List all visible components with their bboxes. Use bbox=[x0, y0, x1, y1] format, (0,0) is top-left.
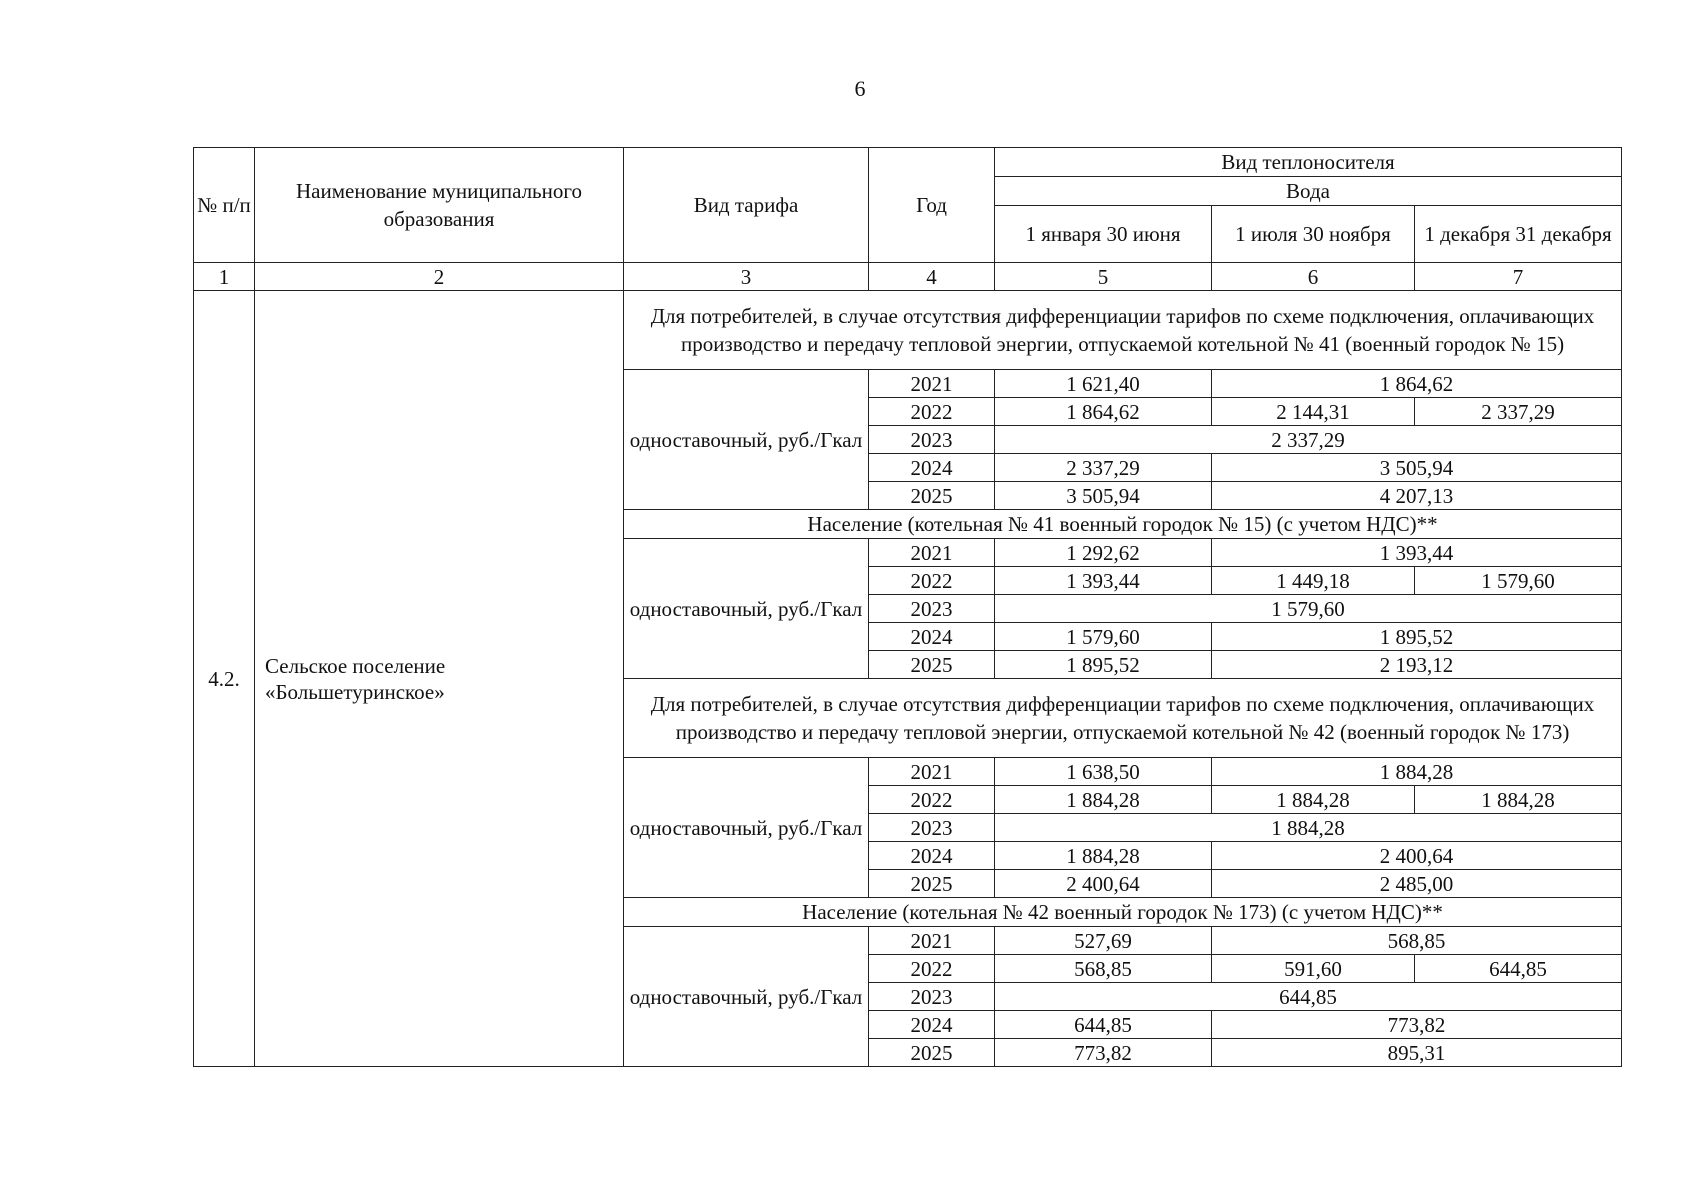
section-title: Население (котельная № 42 военный городок № 173) (с учетом НДС)** bbox=[624, 898, 1622, 927]
year-cell: 2023 bbox=[869, 595, 995, 623]
value-period-2-3: 4 207,13 bbox=[1212, 482, 1622, 510]
value-period-3: 1 884,28 bbox=[1415, 786, 1622, 814]
year-cell: 2024 bbox=[869, 623, 995, 651]
header-municipality: Наименование муниципального образования bbox=[255, 148, 624, 263]
column-number: 6 bbox=[1212, 263, 1415, 291]
municipality-name: Сельское поселение «Большетуринское» bbox=[255, 291, 624, 1067]
value-period-2: 1 449,18 bbox=[1212, 567, 1415, 595]
year-cell: 2025 bbox=[869, 482, 995, 510]
value-period-1: 2 337,29 bbox=[995, 454, 1212, 482]
value-period-3: 644,85 bbox=[1415, 955, 1622, 983]
section-title: Для потребителей, в случае отсутствия дифференциации тарифов по схеме подключения, оплачивающих производство и передачу тепловой энергии, отпускаемой котельной № 41 (военный городок № 15) bbox=[624, 291, 1622, 370]
year-cell: 2021 bbox=[869, 370, 995, 398]
value-period-1: 644,85 bbox=[995, 1011, 1212, 1039]
tariff-type: одноставочный, руб./Гкал bbox=[624, 539, 869, 679]
value-period-1: 1 864,62 bbox=[995, 398, 1212, 426]
year-cell: 2023 bbox=[869, 814, 995, 842]
value-period-3: 1 579,60 bbox=[1415, 567, 1622, 595]
header-tariff-type: Вид тарифа bbox=[624, 148, 869, 263]
year-cell: 2025 bbox=[869, 870, 995, 898]
value-period-2-3: 1 884,28 bbox=[1212, 758, 1622, 786]
tariff-type: одноставочный, руб./Гкал bbox=[624, 370, 869, 510]
year-cell: 2023 bbox=[869, 983, 995, 1011]
header-row-1 bbox=[194, 148, 1622, 177]
tariff-table bbox=[193, 147, 1622, 1067]
year-cell: 2022 bbox=[869, 398, 995, 426]
header-carrier-type: Вид теплоносителя bbox=[995, 148, 1622, 177]
value-all-periods: 1 579,60 bbox=[995, 595, 1622, 623]
row-number: 4.2. bbox=[194, 291, 255, 1067]
value-period-1: 1 638,50 bbox=[995, 758, 1212, 786]
year-cell: 2021 bbox=[869, 927, 995, 955]
value-period-1: 568,85 bbox=[995, 955, 1212, 983]
value-period-2-3: 2 485,00 bbox=[1212, 870, 1622, 898]
year-cell: 2022 bbox=[869, 567, 995, 595]
value-all-periods: 644,85 bbox=[995, 983, 1622, 1011]
value-period-2-3: 568,85 bbox=[1212, 927, 1622, 955]
section-title: Население (котельная № 41 военный городок № 15) (с учетом НДС)** bbox=[624, 510, 1622, 539]
year-cell: 2022 bbox=[869, 955, 995, 983]
tariff-type: одноставочный, руб./Гкал bbox=[624, 927, 869, 1067]
value-period-2-3: 895,31 bbox=[1212, 1039, 1622, 1067]
value-period-1: 773,82 bbox=[995, 1039, 1212, 1067]
year-cell: 2023 bbox=[869, 426, 995, 454]
value-period-1: 1 621,40 bbox=[995, 370, 1212, 398]
column-number-row bbox=[194, 263, 1622, 291]
year-cell: 2025 bbox=[869, 651, 995, 679]
year-cell: 2024 bbox=[869, 454, 995, 482]
table-body bbox=[194, 148, 1622, 1067]
header-year: Год bbox=[869, 148, 995, 263]
value-period-1: 3 505,94 bbox=[995, 482, 1212, 510]
value-all-periods: 2 337,29 bbox=[995, 426, 1622, 454]
value-period-2: 2 144,31 bbox=[1212, 398, 1415, 426]
value-period-2-3: 1 895,52 bbox=[1212, 623, 1622, 651]
value-period-2: 1 884,28 bbox=[1212, 786, 1415, 814]
value-period-1: 1 292,62 bbox=[995, 539, 1212, 567]
value-period-1: 1 895,52 bbox=[995, 651, 1212, 679]
value-period-1: 1 884,28 bbox=[995, 842, 1212, 870]
column-number: 3 bbox=[624, 263, 869, 291]
value-period-3: 2 337,29 bbox=[1415, 398, 1622, 426]
value-period-1: 1 884,28 bbox=[995, 786, 1212, 814]
value-period-2: 591,60 bbox=[1212, 955, 1415, 983]
year-cell: 2021 bbox=[869, 539, 995, 567]
value-period-1: 527,69 bbox=[995, 927, 1212, 955]
year-cell: 2022 bbox=[869, 786, 995, 814]
section-title-row bbox=[194, 291, 1622, 370]
value-period-2-3: 3 505,94 bbox=[1212, 454, 1622, 482]
value-period-2-3: 2 400,64 bbox=[1212, 842, 1622, 870]
page-number: 6 bbox=[854, 76, 866, 101]
year-cell: 2024 bbox=[869, 1011, 995, 1039]
column-number: 2 bbox=[255, 263, 624, 291]
year-cell: 2021 bbox=[869, 758, 995, 786]
header-num: № п/п bbox=[194, 148, 255, 263]
tariff-type: одноставочный, руб./Гкал bbox=[624, 758, 869, 898]
header-period-3: 1 декабря 31 декабря bbox=[1415, 206, 1622, 263]
value-period-2-3: 2 193,12 bbox=[1212, 651, 1622, 679]
header-period-1: 1 января 30 июня bbox=[995, 206, 1212, 263]
value-period-2-3: 1 393,44 bbox=[1212, 539, 1622, 567]
value-period-2-3: 773,82 bbox=[1212, 1011, 1622, 1039]
value-period-1: 1 393,44 bbox=[995, 567, 1212, 595]
header-period-2: 1 июля 30 ноября bbox=[1212, 206, 1415, 263]
value-period-2-3: 1 864,62 bbox=[1212, 370, 1622, 398]
column-number: 4 bbox=[869, 263, 995, 291]
section-title: Для потребителей, в случае отсутствия дифференциации тарифов по схеме подключения, оплачивающих производство и передачу тепловой энергии, отпускаемой котельной № 42 (военный городок № 173) bbox=[624, 679, 1622, 758]
column-number: 1 bbox=[194, 263, 255, 291]
column-number: 5 bbox=[995, 263, 1212, 291]
year-cell: 2024 bbox=[869, 842, 995, 870]
header-carrier: Вода bbox=[995, 177, 1622, 206]
column-number: 7 bbox=[1415, 263, 1622, 291]
value-period-1: 1 579,60 bbox=[995, 623, 1212, 651]
value-period-1: 2 400,64 bbox=[995, 870, 1212, 898]
value-all-periods: 1 884,28 bbox=[995, 814, 1622, 842]
year-cell: 2025 bbox=[869, 1039, 995, 1067]
